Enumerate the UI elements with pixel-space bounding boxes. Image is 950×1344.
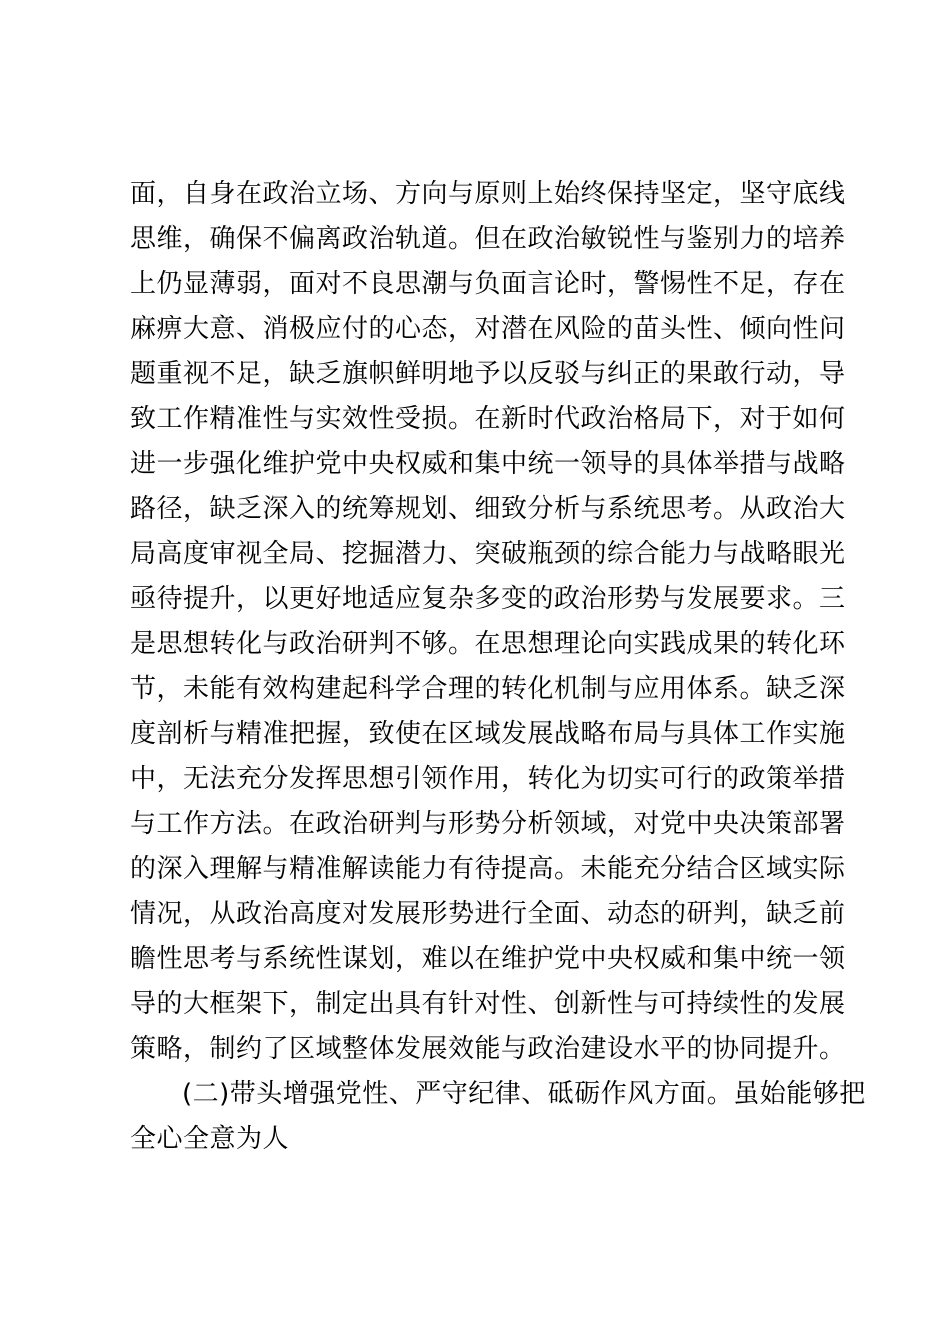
- text-line: 麻痹大意、消极应付的心态，对潜在风险的苗头性、倾向性问: [130, 314, 846, 344]
- text-line: 是思想转化与政治研判不够。在思想理论向实践成果的转化环: [130, 629, 846, 659]
- text-line: 进一步强化维护党中央权威和集中统一领导的具体举措与战略: [130, 449, 846, 479]
- paragraph-end-line: 策略，制约了区域整体发展效能与政治建设水平的协同提升。: [130, 1034, 846, 1064]
- text-line: 亟待提升，以更好地适应复杂多变的政治形势与发展要求。三: [130, 584, 846, 614]
- text-line: 节，未能有效构建起科学合理的转化机制与应用体系。缺乏深: [130, 674, 846, 704]
- text-line: 局高度审视全局、挖掘潜力、突破瓶颈的综合能力与战略眼光: [130, 539, 846, 569]
- section-text-line: 全心全意为人: [130, 1124, 290, 1154]
- document-body: [130, 172, 866, 1162]
- section-heading-line: (二)带头增强党性、严守纪律、砥砺作风方面。虽始能够把: [182, 1079, 866, 1109]
- text-line: 思维，确保不偏离政治轨道。但在政治敏锐性与鉴别力的培养: [130, 224, 846, 254]
- text-line: 导的大框架下，制定出具有针对性、创新性与可持续性的发展: [130, 989, 846, 1019]
- text-line: 的深入理解与精准解读能力有待提高。未能充分结合区域实际: [130, 854, 846, 884]
- text-line: 中，无法充分发挥思想引领作用，转化为切实可行的政策举措: [130, 764, 846, 794]
- text-line: 路径，缺乏深入的统筹规划、细致分析与系统思考。从政治大: [130, 494, 846, 524]
- text-line: 情况，从政治高度对发展形势进行全面、动态的研判，缺乏前: [130, 899, 846, 929]
- text-line: 题重视不足，缺乏旗帜鲜明地予以反驳与纠正的果敢行动，导: [130, 359, 846, 389]
- text-line: 致工作精准性与实效性受损。在新时代政治格局下，对于如何: [130, 404, 846, 434]
- text-line: 面，自身在政治立场、方向与原则上始终保持坚定，坚守底线: [130, 179, 846, 209]
- text-line: 度剖析与精准把握，致使在区域发展战略布局与具体工作实施: [130, 719, 846, 749]
- text-line: 与工作方法。在政治研判与形势分析领域，对党中央决策部署: [130, 809, 846, 839]
- text-line: 瞻性思考与系统性谋划，难以在维护党中央权威和集中统一领: [130, 944, 846, 974]
- text-line: 上仍显薄弱，面对不良思潮与负面言论时，警惕性不足，存在: [130, 269, 846, 299]
